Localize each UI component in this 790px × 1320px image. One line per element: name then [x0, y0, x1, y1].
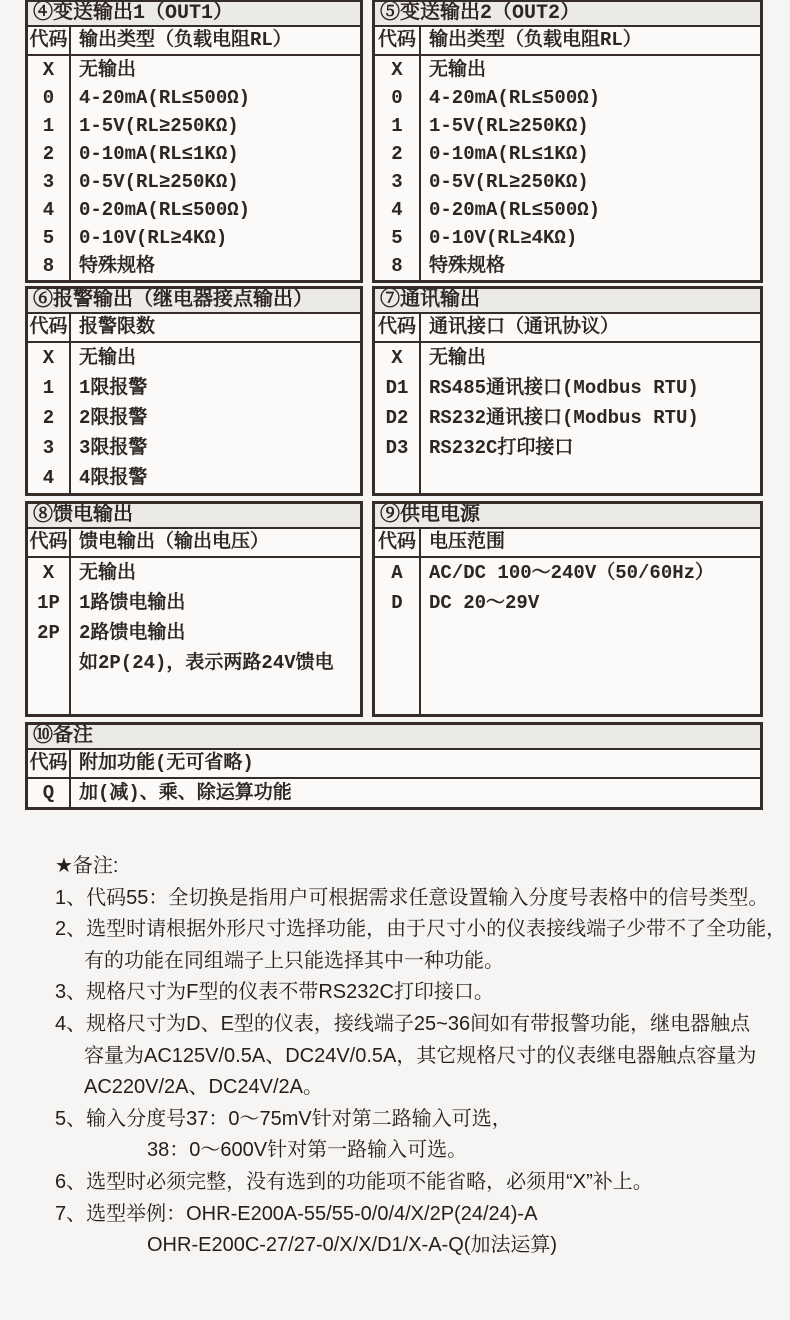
row-code: 3: [42, 437, 55, 459]
desc-column: [421, 558, 760, 714]
row-code: 1: [42, 377, 55, 399]
row-code: 4: [42, 467, 55, 489]
code-column: [375, 343, 421, 493]
table-data: [375, 558, 760, 714]
table-comm-output: [372, 286, 763, 496]
desc-header: 报警限数: [79, 316, 156, 338]
row-code: D3: [385, 437, 409, 459]
note-line: 6、选型时必须完整，没有选到的功能项不能省略，必须用“X”补上。: [55, 1170, 653, 1193]
row-desc: 0-20mA(RL≤500Ω): [79, 199, 251, 221]
note-line: 4、规格尺寸为D、E型的仪表，接线端子25~36间如有带报警功能，继电器触点: [55, 1012, 751, 1035]
row-code: A: [391, 562, 403, 584]
row-code: Q: [42, 782, 55, 804]
row-desc: 1-5V(RL≥250KΩ): [79, 115, 239, 137]
row-desc: 无输出: [79, 562, 137, 584]
row-code: 2: [391, 143, 403, 165]
row-desc: 加(减)、乘、除运算功能: [79, 782, 292, 804]
table-data: [28, 343, 360, 493]
row-desc: 0-5V(RL≥250KΩ): [429, 171, 589, 193]
table-data: [375, 343, 760, 493]
table-header-row: [28, 529, 360, 558]
spec-tables: [25, 0, 763, 810]
row-desc: 4-20mA(RL≤500Ω): [79, 87, 251, 109]
row-code: X: [42, 59, 55, 81]
row-desc: 0-5V(RL≥250KΩ): [79, 171, 239, 193]
row-desc: 0-10V(RL≥4KΩ): [79, 227, 228, 249]
table-title: ⑧馈电输出: [28, 504, 360, 529]
row-code: 2: [42, 143, 55, 165]
code-column: [28, 343, 71, 493]
table-data: [28, 558, 360, 714]
table-out2: [372, 0, 763, 283]
note-line: 2、选型时请根据外形尺寸选择功能，由于尺寸小的仪表接线端子少带不了全功能，: [55, 918, 787, 941]
note-line: 3、规格尺寸为F型的仪表不带RS232C打印接口。: [55, 981, 494, 1004]
row-code: 4: [391, 199, 403, 221]
desc-header: 附加功能(无可省略): [79, 752, 254, 774]
row-code: 2: [42, 407, 55, 429]
notes-lines: [0, 883, 790, 1262]
row-code: 0: [42, 87, 55, 109]
desc-header: 电压范围: [429, 531, 506, 553]
row-code: 3: [391, 171, 403, 193]
row-desc: 0-10V(RL≥4KΩ): [429, 227, 578, 249]
code-header: 代码: [28, 529, 71, 556]
code-column: [28, 779, 71, 807]
note-line: OHR-E200C-27/27-0/X/X/D1/X-A-Q(加法运算): [147, 1234, 558, 1257]
code-column: [375, 558, 421, 714]
desc-header: 馈电输出（输出电压）: [79, 531, 270, 553]
table-title: ④变送输出1（OUT1）: [28, 2, 360, 27]
row-code: D1: [385, 377, 409, 399]
note-line: AC220V/2A、DC24V/2A。: [84, 1076, 324, 1099]
row-code: X: [391, 347, 403, 369]
desc-column: [71, 558, 360, 714]
row-code: 1: [391, 115, 403, 137]
row-desc: 2路馈电输出: [79, 622, 186, 644]
code-column: [28, 56, 71, 280]
note-line: 5、输入分度号37：0～75mV针对第二路输入可选，: [55, 1107, 512, 1130]
note-line: 7、选型举例：OHR-E200A-55/55-0/0/4/X/2P(24/24)-A: [55, 1202, 538, 1225]
row-desc: 特殊规格: [429, 255, 506, 277]
spec-band: [25, 0, 763, 283]
note-line: 1、代码55：全切换是指用户可根据需求任意设置输入分度号表格中的信号类型。: [55, 886, 769, 909]
code-header: 代码: [375, 529, 421, 556]
table-header-row: [28, 750, 760, 779]
row-desc: 0-20mA(RL≤500Ω): [429, 199, 601, 221]
table-header-row: [375, 529, 760, 558]
table-title: ⑦通讯输出: [375, 289, 760, 314]
table-data: [28, 56, 360, 280]
row-desc: 无输出: [429, 59, 487, 81]
row-desc: 1限报警: [79, 377, 148, 399]
row-desc: 1路馈电输出: [79, 592, 186, 614]
row-desc: RS232C打印接口: [429, 437, 574, 459]
code-header: 代码: [28, 27, 71, 54]
row-code: 3: [42, 171, 55, 193]
table-title: ⑨供电电源: [375, 504, 760, 529]
row-desc: 1-5V(RL≥250KΩ): [429, 115, 589, 137]
row-desc: 无输出: [79, 59, 137, 81]
desc-header: 输出类型（负载电阻RL）: [79, 29, 292, 51]
desc-column: [71, 56, 360, 280]
code-column: [375, 56, 421, 280]
row-code: 0: [391, 87, 403, 109]
table-power-supply: [372, 501, 763, 717]
row-code: 1: [42, 115, 55, 137]
notes-section: [0, 851, 790, 1262]
row-code: 2P: [37, 622, 60, 644]
row-desc: 2限报警: [79, 407, 148, 429]
table-data: [375, 56, 760, 280]
row-desc: DC 20～29V: [429, 592, 540, 614]
table-alarm-output: [25, 286, 363, 496]
note-line: 有的功能在同组端子上只能选择其中一种功能。: [84, 949, 504, 972]
row-desc: 3限报警: [79, 437, 148, 459]
desc-column: [71, 779, 760, 807]
row-code: 4: [42, 199, 55, 221]
desc-header: 通讯接口（通讯协议）: [429, 316, 620, 338]
table-header-row: [375, 314, 760, 343]
row-code: [28, 648, 69, 678]
row-desc: 4限报警: [79, 467, 148, 489]
row-code: 5: [42, 227, 55, 249]
desc-column: [421, 343, 760, 493]
desc-column: [71, 343, 360, 493]
table-data: [28, 779, 760, 807]
row-desc: 0-10mA(RL≤1KΩ): [429, 143, 589, 165]
table-title: ⑤变送输出2（OUT2）: [375, 2, 760, 27]
row-code: 8: [391, 255, 403, 277]
row-desc: 4-20mA(RL≤500Ω): [429, 87, 601, 109]
code-header: 代码: [28, 750, 71, 777]
row-desc: 如2P(24)，表示两路24V馈电: [79, 652, 334, 674]
row-code: X: [391, 59, 403, 81]
row-code: 5: [391, 227, 403, 249]
note-line: 容量为AC125V/0.5A、DC24V/0.5A，其它规格尺寸的仪表继电器触点容量为: [84, 1044, 757, 1067]
table-out1: [25, 0, 363, 283]
table-feed-output: [25, 501, 363, 717]
table-header-row: [28, 27, 360, 56]
code-column: [28, 558, 71, 714]
row-desc: RS232通讯接口(Modbus RTU): [429, 407, 699, 429]
table-title: ⑩备注: [28, 725, 760, 750]
note-line: 38：0～600V针对第一路输入可选。: [147, 1139, 468, 1162]
row-desc: AC/DC 100～240V（50/60Hz）: [429, 562, 715, 584]
row-desc: RS485通讯接口(Modbus RTU): [429, 377, 699, 399]
table-header-row: [28, 314, 360, 343]
desc-header: 输出类型（负载电阻RL）: [429, 29, 642, 51]
row-code: X: [42, 347, 55, 369]
row-desc: 无输出: [79, 347, 137, 369]
spec-band: [25, 722, 763, 810]
table-remark: [25, 722, 763, 810]
row-desc: 特殊规格: [79, 255, 156, 277]
code-header: 代码: [28, 314, 71, 341]
row-code: 1P: [37, 592, 60, 614]
row-code: D: [391, 592, 403, 614]
table-title: ⑥报警输出（继电器接点输出）: [28, 289, 360, 314]
code-header: 代码: [375, 27, 421, 54]
code-header: 代码: [375, 314, 421, 341]
spec-band: [25, 501, 763, 717]
row-code: D2: [385, 407, 409, 429]
row-desc: 无输出: [429, 347, 487, 369]
row-desc: 0-10mA(RL≤1KΩ): [79, 143, 239, 165]
row-code: 8: [42, 255, 55, 277]
notes-title: ★备注:: [55, 855, 119, 877]
spec-band: [25, 286, 763, 496]
row-code: X: [42, 562, 55, 584]
desc-column: [421, 56, 760, 280]
table-header-row: [375, 27, 760, 56]
